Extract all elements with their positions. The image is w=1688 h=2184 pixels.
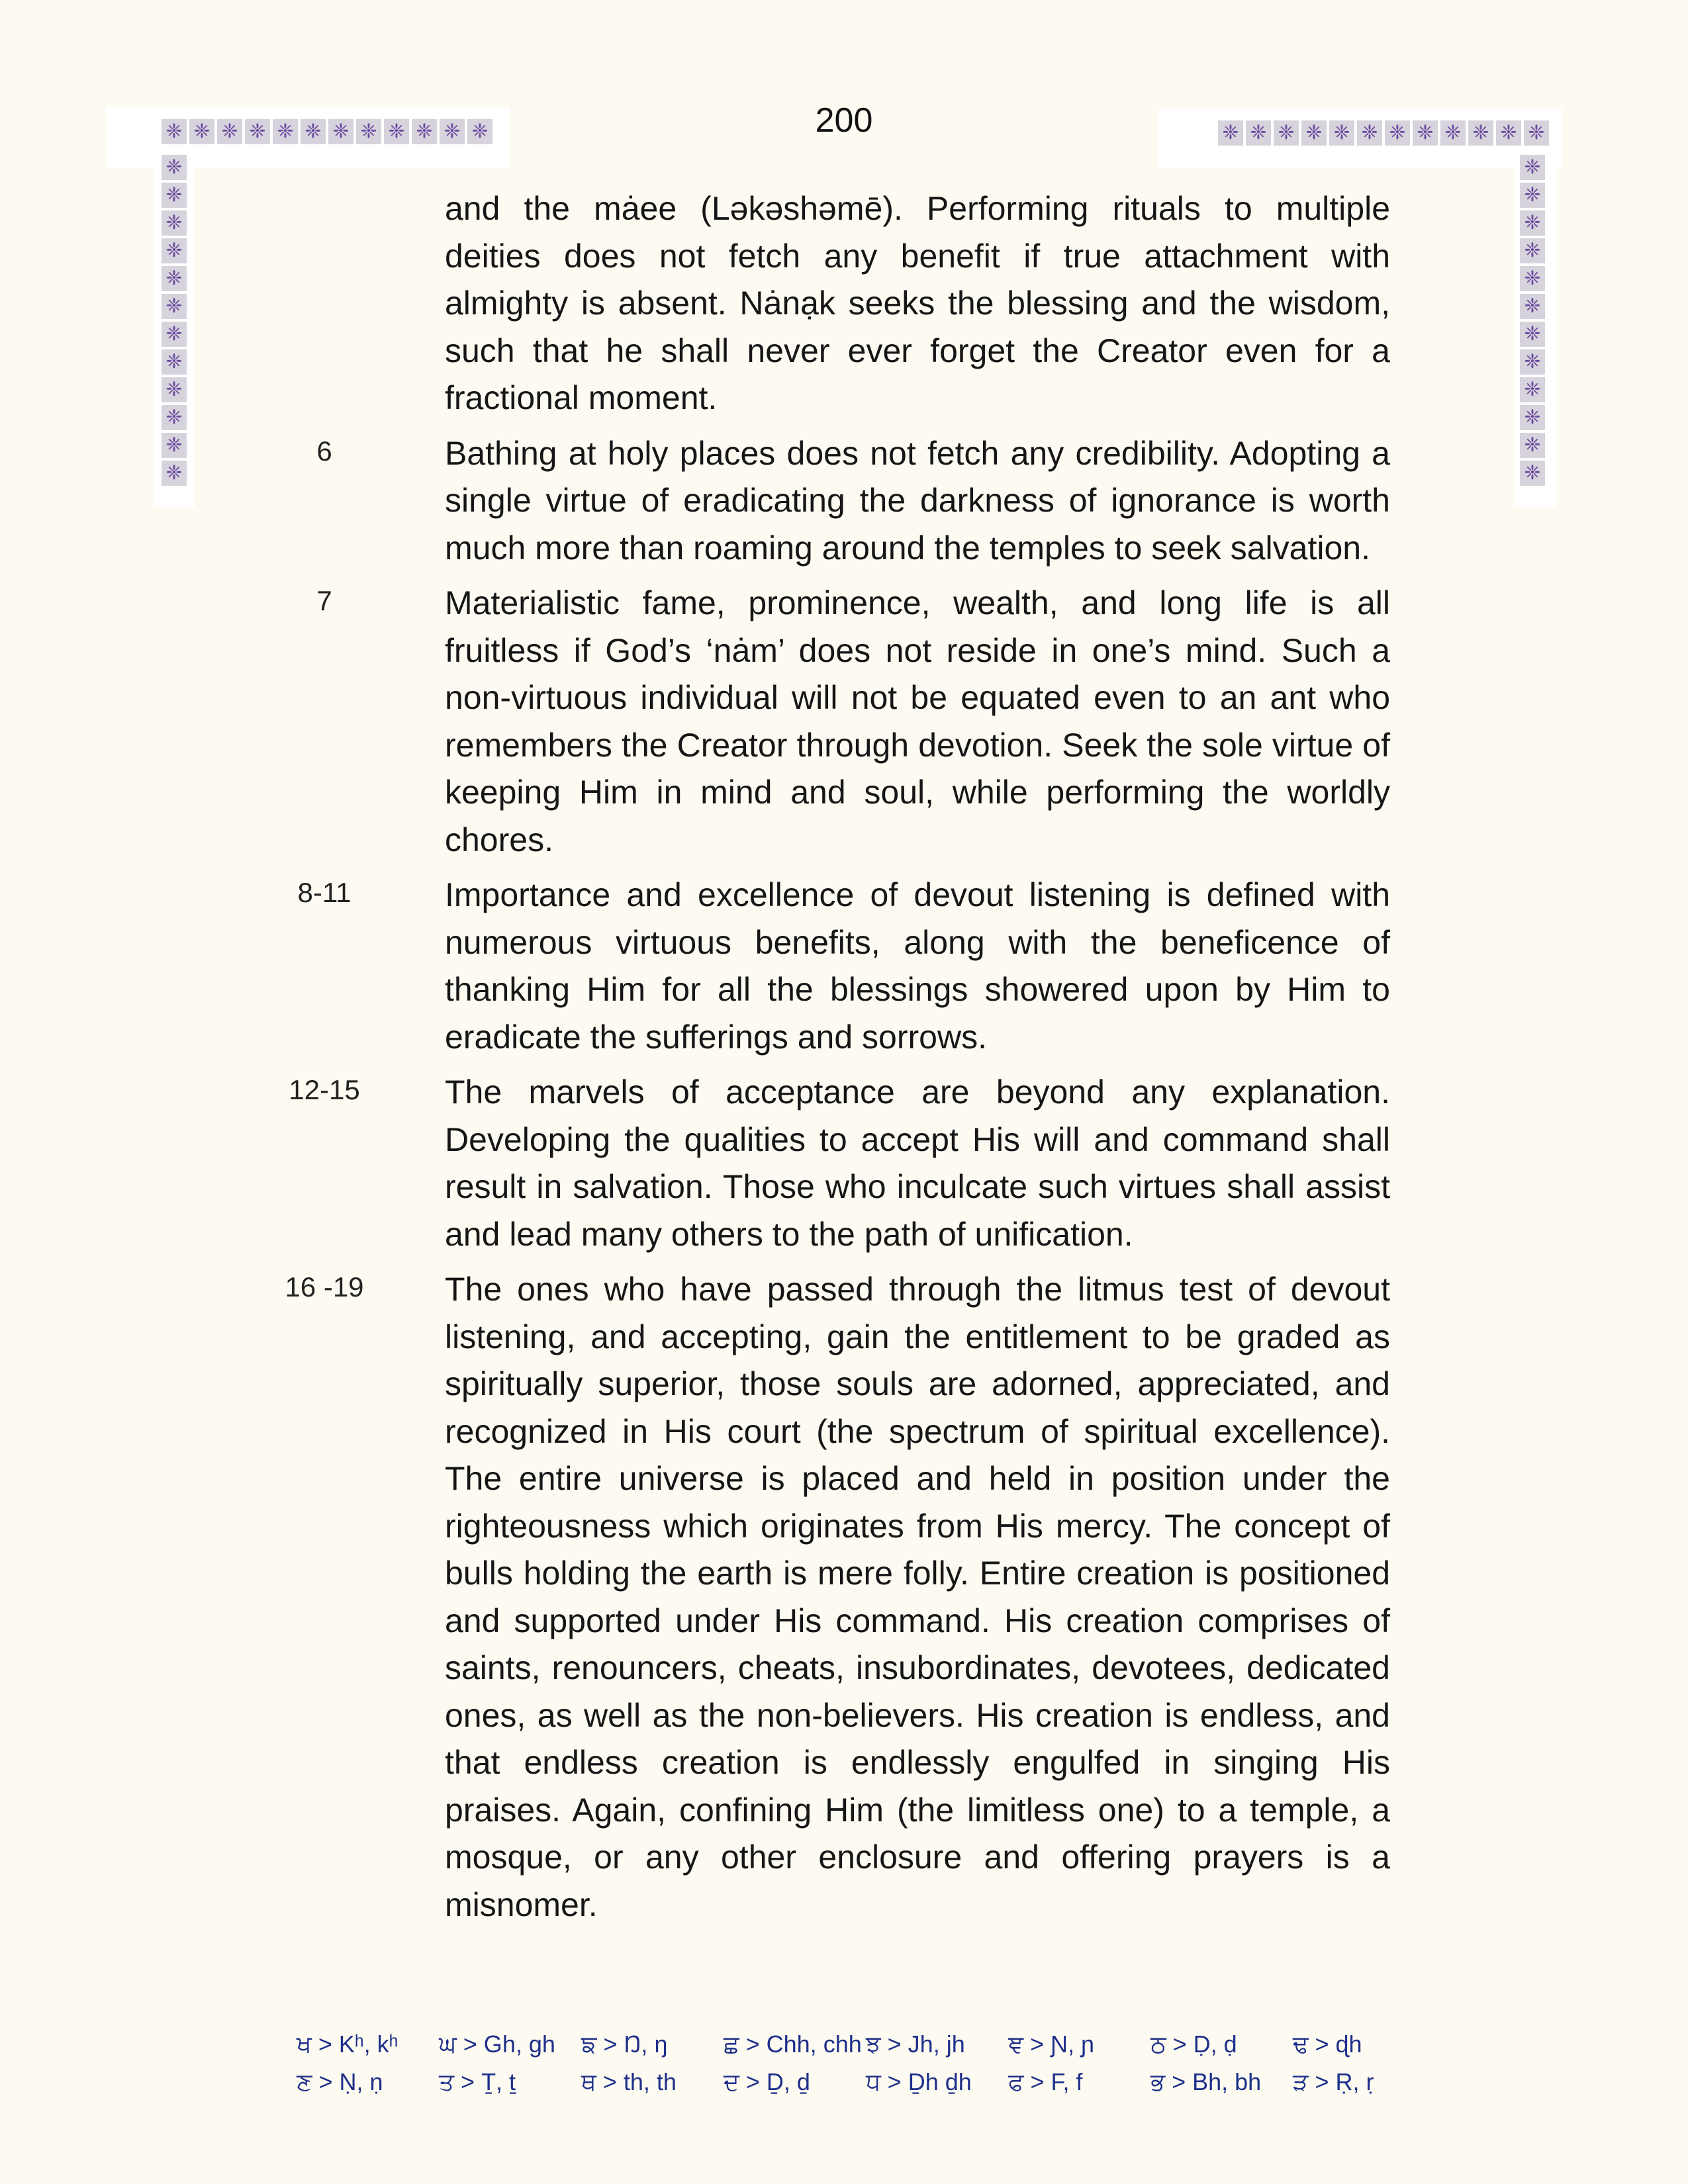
entry [265,430,1390,572]
flower-ornament-icon: ❈ [1246,120,1271,146]
flower-ornament-icon: ❈ [1524,120,1549,146]
flower-ornament-icon: ❈ [1520,405,1545,430]
flower-ornament-icon: ❈ [412,119,437,144]
flower-ornament-icon: ❈ [1357,120,1382,146]
flower-ornament-icon: ❈ [1440,120,1466,146]
key-item: ਝ > Jh, jh [866,2030,965,2058]
flower-ornament-icon: ❈ [328,119,353,144]
flower-ornament-icon: ❈ [1496,120,1521,146]
flower-ornament-icon: ❈ [162,155,187,180]
flower-ornament-icon: ❈ [467,119,492,144]
flower-ornament-icon: ❈ [162,119,187,144]
key-item: ਛ > Chh, chh [724,2030,862,2058]
key-item: ਦ > Ḏ, ḏ [724,2068,810,2095]
key-item: ਭ > Bh, bh [1150,2068,1262,2095]
flower-ornament-icon: ❈ [217,119,242,144]
flower-ornament-icon: ❈ [1329,120,1354,146]
flower-ornament-icon: ❈ [1520,294,1545,319]
entry [265,580,1390,864]
entry-number: 12-15 [289,1074,360,1105]
flower-ornament-icon: ❈ [1520,349,1545,375]
entry-text: and the mȧee (Ləkəshəmē). Performing rituals to multiple deities does not fetch any benefit if true attachment with almighty is absent. Nȧnạk seeks the blessing and the wisdom, such that he shall never ever forget the Creator even for a fractional moment. [445,190,1390,416]
entry-text: Bathing at holy places does not fetch any credibility. Adopting a single virtue of eradicating the darkness of ignorance is worth much more than roaming around the temples to seek salvation. [445,434,1390,567]
entry-text: Materialistic fame, prominence, wealth, and long life is all fruitless if God’s ‘nȧm’ does not reside in one’s mind. Such a non-virtuous individual will not be equated even to an ant who remembers the Creator through devotion. Seek the sole virtue of keeping Him in mind and soul, while performing the worldly chores. [445,584,1390,858]
flower-ornament-icon: ❈ [273,119,298,144]
entry-number: 6 [316,435,332,467]
flower-ornament-icon: ❈ [1520,183,1545,208]
flower-ornament-icon: ❈ [1520,266,1545,291]
entry [265,872,1390,1061]
entry-text: The ones who have passed through the litmus test of devout listening, and accepting, gain the entitlement to be graded as spiritually superior, those souls are adorned, appreciated, and recognized in His court (the spectrum of spiritual excellence). The entire universe is placed and held in position under the righteousness which originates from His mercy. The concept of bulls holding the earth is mere folly. Entire creation is positioned and supported under His command. His creation comprises of saints, renouncers, cheats, insubordinates, devotees, dedicated ones, as well as the non-believers. His creation is endless, and that endless creation is endlessly engulfed in singing His praises. Again, confining Him (the limitless one) to a temple, a mosque, or any other enclosure and offering prayers is a misnomer. [445,1271,1390,1923]
flower-ornament-icon: ❈ [162,183,187,208]
flower-ornament-icon: ❈ [1520,322,1545,347]
flower-ornament-icon: ❈ [1520,461,1545,486]
flower-ornament-icon: ❈ [1520,155,1545,180]
entry [265,1266,1390,1929]
key-item: ੜ > Ṛ, ṛ [1293,2068,1374,2095]
flower-ornament-icon: ❈ [1520,238,1545,263]
flower-ornament-icon: ❈ [162,238,187,263]
entry-text: Importance and excellence of devout listening is defined with numerous virtuous benefits, along with the beneficence of thanking Him for all the blessings showered upon by Him to eradicate the sufferings and sorrows. [445,876,1390,1056]
entry-text: The marvels of acceptance are beyond any explanation. Developing the qualities to accept His will and command shall result in salvation. Those who inculcate such virtues shall assist and lead many others to the path of unification. [445,1073,1390,1253]
entry [265,185,1390,422]
key-item: ਠ > Ḍ, ḍ [1150,2030,1237,2058]
flower-ornament-icon: ❈ [1413,120,1438,146]
flower-ornament-icon: ❈ [1218,120,1243,146]
flower-ornament-icon: ❈ [1520,377,1545,402]
page-number: 200 [815,101,873,140]
entry-number: 7 [316,585,332,616]
transliteration-key [297,2030,1435,2097]
flower-ornament-icon: ❈ [301,119,326,144]
key-item: ਣ > Ṇ, ṇ [297,2068,383,2095]
flower-ornament-icon: ❈ [356,119,381,144]
flower-ornament-icon: ❈ [162,405,187,430]
entry-number: 16 -19 [285,1271,364,1302]
flower-ornament-icon: ❈ [162,210,187,236]
flower-ornament-icon: ❈ [1468,120,1493,146]
flower-ornament-icon: ❈ [162,377,187,402]
key-item: ਥ > th, th [581,2068,677,2095]
flower-ornament-icon: ❈ [440,119,465,144]
flower-ornament-icon: ❈ [189,119,214,144]
flower-ornament-icon: ❈ [384,119,409,144]
key-item: ਧ > Ḏh ḏh [866,2068,972,2095]
flower-ornament-icon: ❈ [1520,210,1545,236]
flower-ornament-icon: ❈ [1385,120,1410,146]
entry [265,1069,1390,1258]
flower-ornament-icon: ❈ [162,266,187,291]
flower-ornament-icon: ❈ [1274,120,1299,146]
flower-ornament-icon: ❈ [162,294,187,319]
key-item: ਘ > Gh, gh [439,2030,555,2058]
flower-ornament-icon: ❈ [162,349,187,375]
commentary-body [265,185,1390,1936]
flower-ornament-icon: ❈ [162,322,187,347]
flower-ornament-icon: ❈ [162,433,187,458]
right-ornament-border [1520,155,1545,486]
key-item: ਤ > Ṯ, ṯ [439,2068,516,2095]
left-ornament-border [162,155,187,486]
key-item: ਙ > Ŋ, ŋ [581,2030,668,2058]
key-item: ਢ > ɖh [1293,2030,1362,2058]
key-item: ਞ > Ɲ, ɲ [1008,2030,1095,2058]
key-item: ਫ > F, f [1008,2068,1083,2095]
flower-ornament-icon: ❈ [245,119,270,144]
flower-ornament-icon: ❈ [162,461,187,486]
flower-ornament-icon: ❈ [1520,433,1545,458]
key-item: ਖ > Kʰ, kʰ [297,2030,399,2058]
entry-number: 8-11 [297,877,352,908]
flower-ornament-icon: ❈ [1301,120,1327,146]
